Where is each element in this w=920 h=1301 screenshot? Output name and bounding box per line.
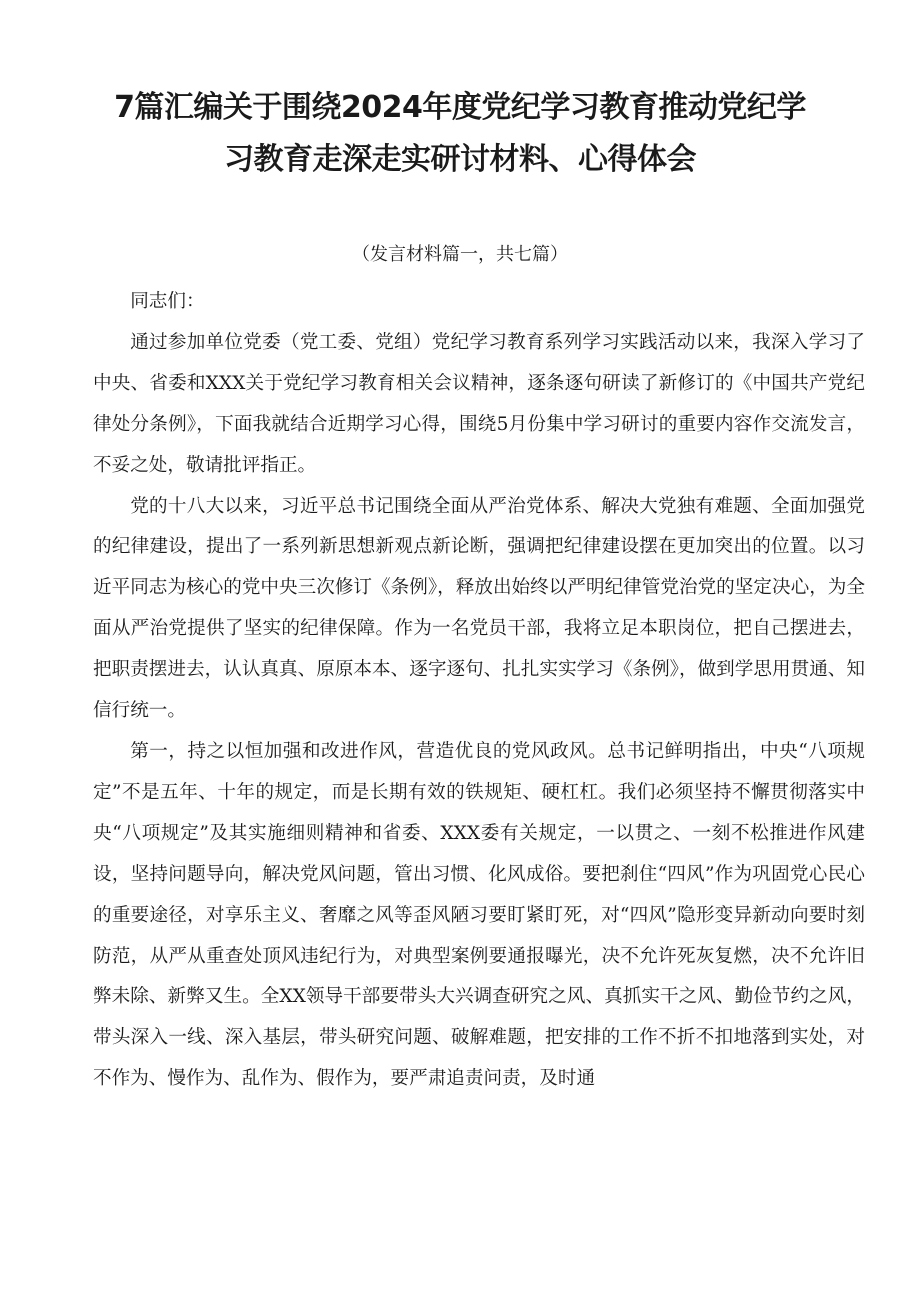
document-subtitle: （发言材料篇一，共七篇） bbox=[352, 244, 568, 265]
paragraph-1: 通过参加单位党委（党工委、党组）党纪学习教育系列学习实践活动以来，我深入学习了中央、省委和XXX关于党纪学习教育相关会议精神，逐条逐句研读了新修订的《中国共产党纪律处分条例》，下面我就结合近期学习心得，围绕5月份集中学习研讨的重要内容作交流发言，不妥之处，敬请批评指正。 bbox=[93, 331, 865, 476]
paragraph-3: 第一，持之以恒加强和改进作风，营造优良的党风政风。总书记鲜明指出，中央“八项规定”不是五年、十年的规定，而是长期有效的铁规矩、硬杠杠。我们必须坚持不懈贯彻落实中央“八项规定”及其实施细则精神和省委、XXX委有关规定，一以贯之、一刻不松推进作风建设，坚持问题导向，解决党风问题，管出习惯、化风成俗。要把刹住“四风”作为巩固党心民心的重要途径，对享乐主义、奢靡之风等歪风陋习要盯紧盯死，对“四风”隐形变异新动向要时刻防范，从严从重查处顶风违纪行为，对典型案例要通报曝光，决不允许死灰复燃，决不允许旧弊未除、新弊又生。全XX领导干部要带头大兴调查研究之风、真抓实干之风、勤俭节约之风，带头深入一线、深入基层，带头研究问题、破解难题，把安排的工作不折不扣地落到实处，对不作为、慢作为、乱作为、假作为，要严肃追责问责，及时通 bbox=[93, 740, 865, 1090]
title-line-1: 7篇汇编关于围绕2024年度党纪学习教育推动党纪学 bbox=[114, 90, 806, 125]
paragraph-2: 党的十八大以来，习近平总书记围绕全面从严治党体系、解决大党独有难题、全面加强党的纪律建设，提出了一系列新思想新观点新论断，强调把纪律建设摆在更加突出的位置。以习近平同志为核心的党中央三次修订《条例》，释放出始终以严明纪律管党治党的坚定决心，为全面从严治党提供了坚实的纪律保障。作为一名党员干部，我将立足本职岗位，把自己摆进去，把职责摆进去，认认真真、原原本本、逐字逐句、扎扎实实学习《条例》，做到学思用贯通、知信行统一。 bbox=[93, 495, 865, 722]
title-line-2: 习教育走深走实研讨材料、心得体会 bbox=[224, 142, 696, 177]
document-title bbox=[90, 82, 830, 186]
greeting: 同志们： bbox=[130, 291, 205, 312]
document-body bbox=[93, 282, 865, 1100]
